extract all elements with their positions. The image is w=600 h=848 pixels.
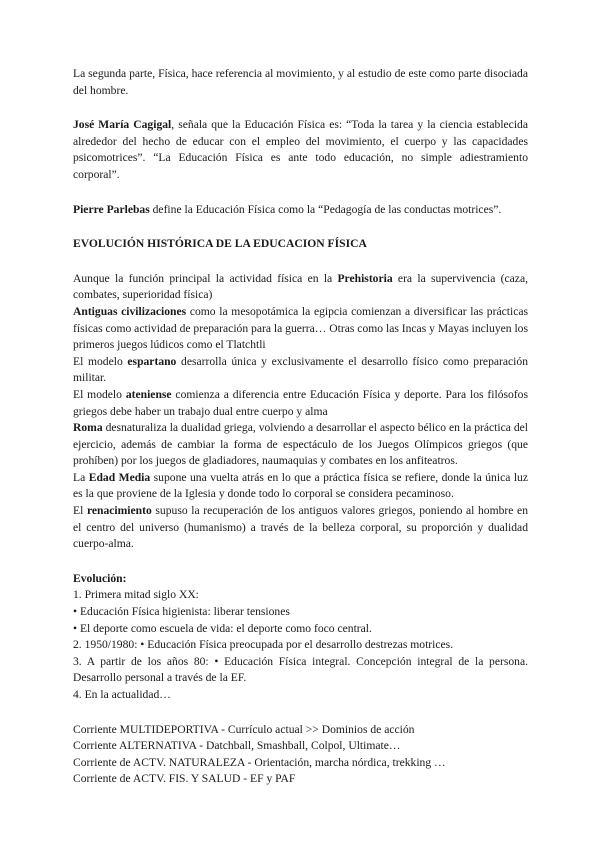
paragraph-text: define la Educación Física como la “Pedagogía de las conductas motrices”. — [149, 202, 502, 216]
text-segment: comienza a diferencia entre Educación Física y deporte. Para los filósofos griegos debe haber un trabajo dual entre cuerpo y alma — [73, 387, 528, 418]
history-paragraph — [73, 354, 528, 387]
evolution-title — [73, 571, 528, 588]
current-line: Corriente MULTIDEPORTIVA - Currículo actual >> Dominios de acción — [73, 722, 415, 736]
emphasis-term: espartano — [127, 354, 177, 368]
history-paragraph — [73, 271, 528, 304]
spacer — [73, 553, 528, 571]
evolution-line: 3. A partir de los años 80: • Educación Física integral. Concepción integral de la persona. Desarrollo personal a través de la EF. — [73, 654, 528, 685]
spacer — [73, 184, 528, 202]
text-segment: supuso la recuperación de los antiguos valores griegos, poniendo al hombre en el centro del universo (humanismo) a través de la belleza corporal, su proporción y dualidad cuerpo-alma. — [73, 504, 528, 551]
paragraph-fisica: La segunda parte, Física, hace referencia al movimiento, y al estudio de este como parte disociada del hombre. — [73, 67, 528, 97]
text-segment: desnaturaliza la dualidad griega, volviendo a desarrollar el aspecto bélico en la práctica del ejercicio, además de cambiar la forma de espectáculo de los Juegos Olímpicos griegos (que prohíben) por los juegos de gladiadores, naumaquias y combates en los anfiteatros. — [73, 421, 528, 468]
evolution-title-text: Evolución: — [73, 571, 127, 585]
history-paragraph — [73, 470, 528, 503]
evolution-line: • Educación Física higienista: liberar tensiones — [73, 605, 290, 619]
emphasis-term: renacimiento — [86, 504, 152, 518]
section-heading: EVOLUCIÓN HISTÓRICA DE LA EDUCACION FÍSICA — [73, 237, 367, 251]
emphasis-term: ateniense — [125, 387, 172, 401]
evolution-line: 4. En la actualidad… — [73, 688, 171, 701]
document-page — [73, 66, 528, 788]
paragraph-cagigal — [73, 117, 528, 183]
text-segment: El modelo — [73, 387, 126, 401]
text-segment: desarrolla única y exclusivamente el desarrollo físico como preparación militar. — [73, 354, 528, 385]
author-name: José María Cagigal — [73, 118, 172, 132]
evolution-line: 1. Primera mitad siglo XX: — [73, 588, 199, 602]
current-line: Corriente de ACTV. NATURALEZA - Orientación, marcha nórdica, trekking … — [73, 755, 446, 769]
text-segment: como la mesopotámica la egipcia comienzan a diversificar las prácticas físicas como actividad de preparación para la guerra… Otras como las Incas y Mayas incluyen los primeros juegos lúdicos como el Tlatchtli — [73, 304, 528, 352]
text-segment: era la supervivencia (caza, combates, superioridad física) — [73, 271, 528, 302]
text-segment: supone una vuelta atrás en lo que a práctica física se refiere, donde la única luz es la que proviene de la Iglesia y donde todo lo corporal se considera pecaminoso. — [73, 470, 529, 501]
history-paragraph — [73, 420, 528, 470]
text-segment: Aunque la función principal la actividad física en la — [73, 271, 338, 285]
author-name: Pierre Parlebas — [73, 202, 150, 216]
spacer — [73, 253, 528, 271]
emphasis-term: Prehistoria — [337, 271, 393, 285]
emphasis-term: Roma — [73, 421, 103, 435]
paragraph-text: , señala que la Educación Física es: “Toda la tarea y la ciencia establecida alrededor del hecho de educar con el empleo del movimiento, el cuerpo y las capacidades psicomotrices”. “La Educación Física es ante todo educación, no simple adiestramiento corporal”. — [73, 118, 528, 181]
emphasis-term: Edad Media — [88, 470, 151, 484]
text-segment: El — [73, 504, 87, 518]
paragraph-parlebas — [73, 202, 528, 219]
history-paragraph — [73, 503, 528, 553]
history-paragraph — [73, 387, 528, 420]
text-segment: El modelo — [73, 354, 128, 368]
text-segment: La — [73, 470, 89, 484]
spacer — [73, 99, 528, 117]
history-paragraph — [73, 304, 528, 354]
spacer — [73, 704, 528, 722]
spacer — [73, 218, 528, 236]
current-line: Corriente de ACTV. FIS. Y SALUD - EF y PAF — [73, 772, 296, 786]
current-line: Corriente ALTERNATIVA - Datchball, Smashball, Colpol, Ultimate… — [73, 739, 401, 753]
evolution-line: 2. 1950/1980: • Educación Física preocupada por el desarrollo destrezas motrices. — [73, 638, 454, 652]
emphasis-term: Antiguas civilizaciones — [73, 304, 187, 318]
evolution-line: • El deporte como escuela de vida: el deporte como foco central. — [73, 621, 372, 635]
